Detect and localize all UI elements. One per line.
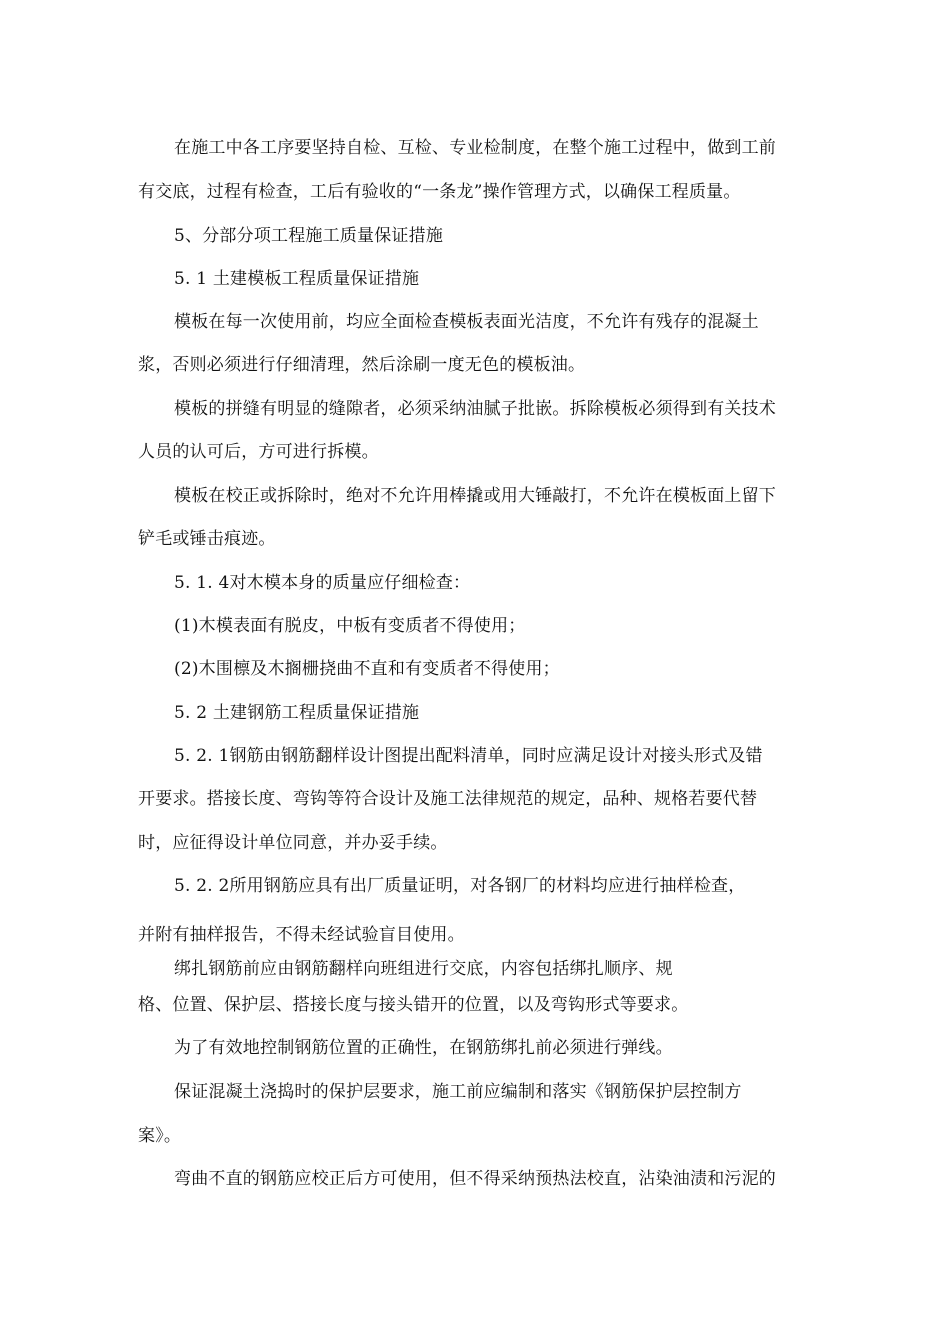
text-line: 弯曲不直的钢筋应校正后方可使用，但不得采纳预热法校直，沾染油渍和污泥的	[174, 1169, 776, 1189]
text-line: 人员的认可后，方可进行拆模。	[138, 442, 379, 462]
text-line: 并附有抽样报告，不得未经试验盲目使用。	[138, 925, 465, 945]
text-line: 5. 2. 1钢筋由钢筋翻样设计图提出配料清单，同时应满足设计对接头形式及错	[174, 746, 763, 766]
text-line: 为了有效地控制钢筋位置的正确性，在钢筋绑扎前必须进行弹线。	[174, 1038, 673, 1058]
text-line: 有交底，过程有检查，工后有验收的“一条龙”操作管理方式，以确保工程质量。	[138, 182, 741, 202]
text-line: 5. 1. 4对木模本身的质量应仔细检查：	[174, 573, 471, 593]
subsection-heading: 5. 2 土建钢筋工程质量保证措施	[174, 703, 420, 723]
section-heading: 5、分部分项工程施工质量保证措施	[174, 226, 444, 246]
text-line: 铲毛或锤击痕迹。	[138, 529, 276, 549]
subsection-heading: 5. 1 土建模板工程质量保证措施	[174, 269, 420, 289]
text-line: 5. 2. 2所用钢筋应具有出厂质量证明，对各钢厂的材料均应进行抽样检查，	[174, 876, 746, 896]
text-line: 模板在校正或拆除时，绝对不允许用棒撬或用大锤敲打，不允许在模板面上留下	[174, 486, 776, 506]
list-item: (2)木围檩及木搁栅挠曲不直和有变质者不得使用；	[174, 659, 560, 679]
text-line: 保证混凝土浇捣时的保护层要求，施工前应编制和落实《钢筋保护层控制方	[174, 1082, 742, 1102]
text-line: 绑扎钢筋前应由钢筋翻样向班组进行交底，内容包括绑扎顺序、规	[174, 959, 673, 979]
text-line: 在施工中各工序要坚持自检、互检、专业检制度，在整个施工过程中，做到工前	[174, 138, 776, 158]
text-line: 模板的拼缝有明显的缝隙者，必须采纳油腻子批嵌。拆除模板必须得到有关技术	[174, 399, 776, 419]
list-item: (1)木模表面有脱皮，中板有变质者不得使用；	[174, 616, 526, 636]
text-line: 格、位置、保护层、搭接长度与接头错开的位置，以及弯钩形式等要求。	[138, 995, 689, 1015]
text-line: 案》。	[138, 1126, 182, 1146]
text-line: 时，应征得设计单位同意，并办妥手续。	[138, 833, 448, 853]
text-line: 浆，否则必须进行仔细清理，然后涂刷一度无色的模板油。	[138, 355, 586, 375]
text-line: 开要求。搭接长度、弯钩等符合设计及施工法律规范的规定，品种、规格若要代替	[138, 789, 758, 809]
text-line: 模板在每一次使用前，均应全面检查模板表面光洁度，不允许有残存的混凝土	[174, 312, 759, 332]
